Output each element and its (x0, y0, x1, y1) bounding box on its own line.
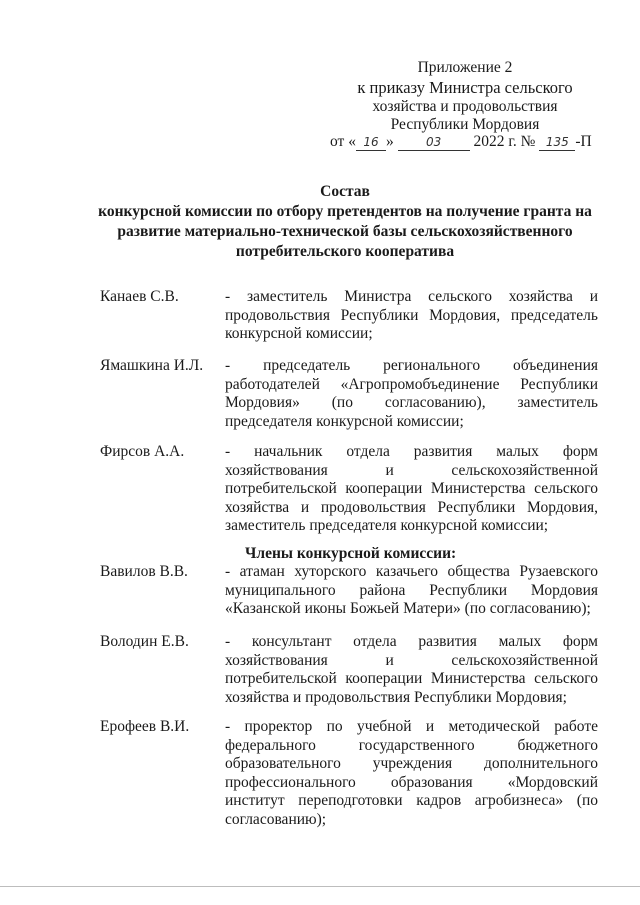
order-date-line (330, 133, 592, 151)
person-role: - председатель регионального объединения работодателей «Агропромобъединение Республики Мордовия» (по согласованию), заместитель председателя конкурсной комиссии; (225, 357, 598, 430)
year-and-number-label: 2022 г. № (473, 133, 536, 150)
person-name: Канаев С.В. (100, 288, 179, 305)
title-line-2: развитие материально-технической базы сельскохозяйственного (117, 223, 573, 240)
person-role: - заместитель Министра сельского хозяйства и продовольствия Республики Мордовия, председатель конкурсной комиссии; (225, 288, 598, 342)
date-prefix: от « (330, 133, 356, 150)
title-line-1: конкурсной комиссии по отбору претендентов на получение гранта на (98, 203, 592, 220)
appendix-line-2: хозяйства и продовольствия (372, 98, 558, 115)
page-bottom-edge (0, 886, 640, 887)
appendix-line-3: Республики Мордовия (390, 116, 540, 133)
person-role: - проректор по учебной и методической работе федерального государственного бюджетного образовательного учреждения дополнительного профессионального образования «Мордовский институт переподготовки кадров агробизнеса» (по согласованию); (225, 718, 598, 828)
person-role: - начальник отдела развития малых форм хозяйствования и сельскохозяйственной потребительской кооперации Министерства сельского хозяйства и продовольствия Республики Мордовия, заместитель председателя конкурсной комиссии; (225, 443, 598, 534)
person-name: Ерофеев В.И. (100, 718, 190, 735)
person-name: Фирсов А.А. (100, 443, 185, 460)
handwritten-day: 16 (356, 134, 386, 151)
person-name: Ямашкина И.Л. (100, 357, 204, 374)
person-name: Вавилов В.В. (100, 563, 188, 580)
person-role: - консультант отдела развития малых форм хозяйствования и сельскохозяйственной потребительской кооперации Министерства сельского хозяйства и продовольствия Республики Мордовия; (225, 633, 598, 706)
handwritten-month: 03 (398, 134, 470, 151)
title-heading: Состав (320, 183, 370, 200)
title-line-3: потребительского кооператива (235, 243, 455, 260)
appendix-label: Приложение 2 (417, 59, 513, 76)
document-title (85, 182, 605, 262)
appendix-line-1: к приказу Министра сельского (357, 78, 573, 97)
date-mid: » (385, 133, 394, 150)
members-heading: Члены конкурсной комиссии: (245, 545, 457, 562)
handwritten-number: 135 (539, 134, 575, 151)
person-role: - атаман хуторского казачьего общества Рузаевского муниципального района Республики Мордовия «Казанской иконы Божьей Матери» (по согласованию); (225, 563, 598, 617)
number-suffix: -П (575, 133, 592, 150)
person-name: Володин Е.В. (100, 633, 189, 650)
